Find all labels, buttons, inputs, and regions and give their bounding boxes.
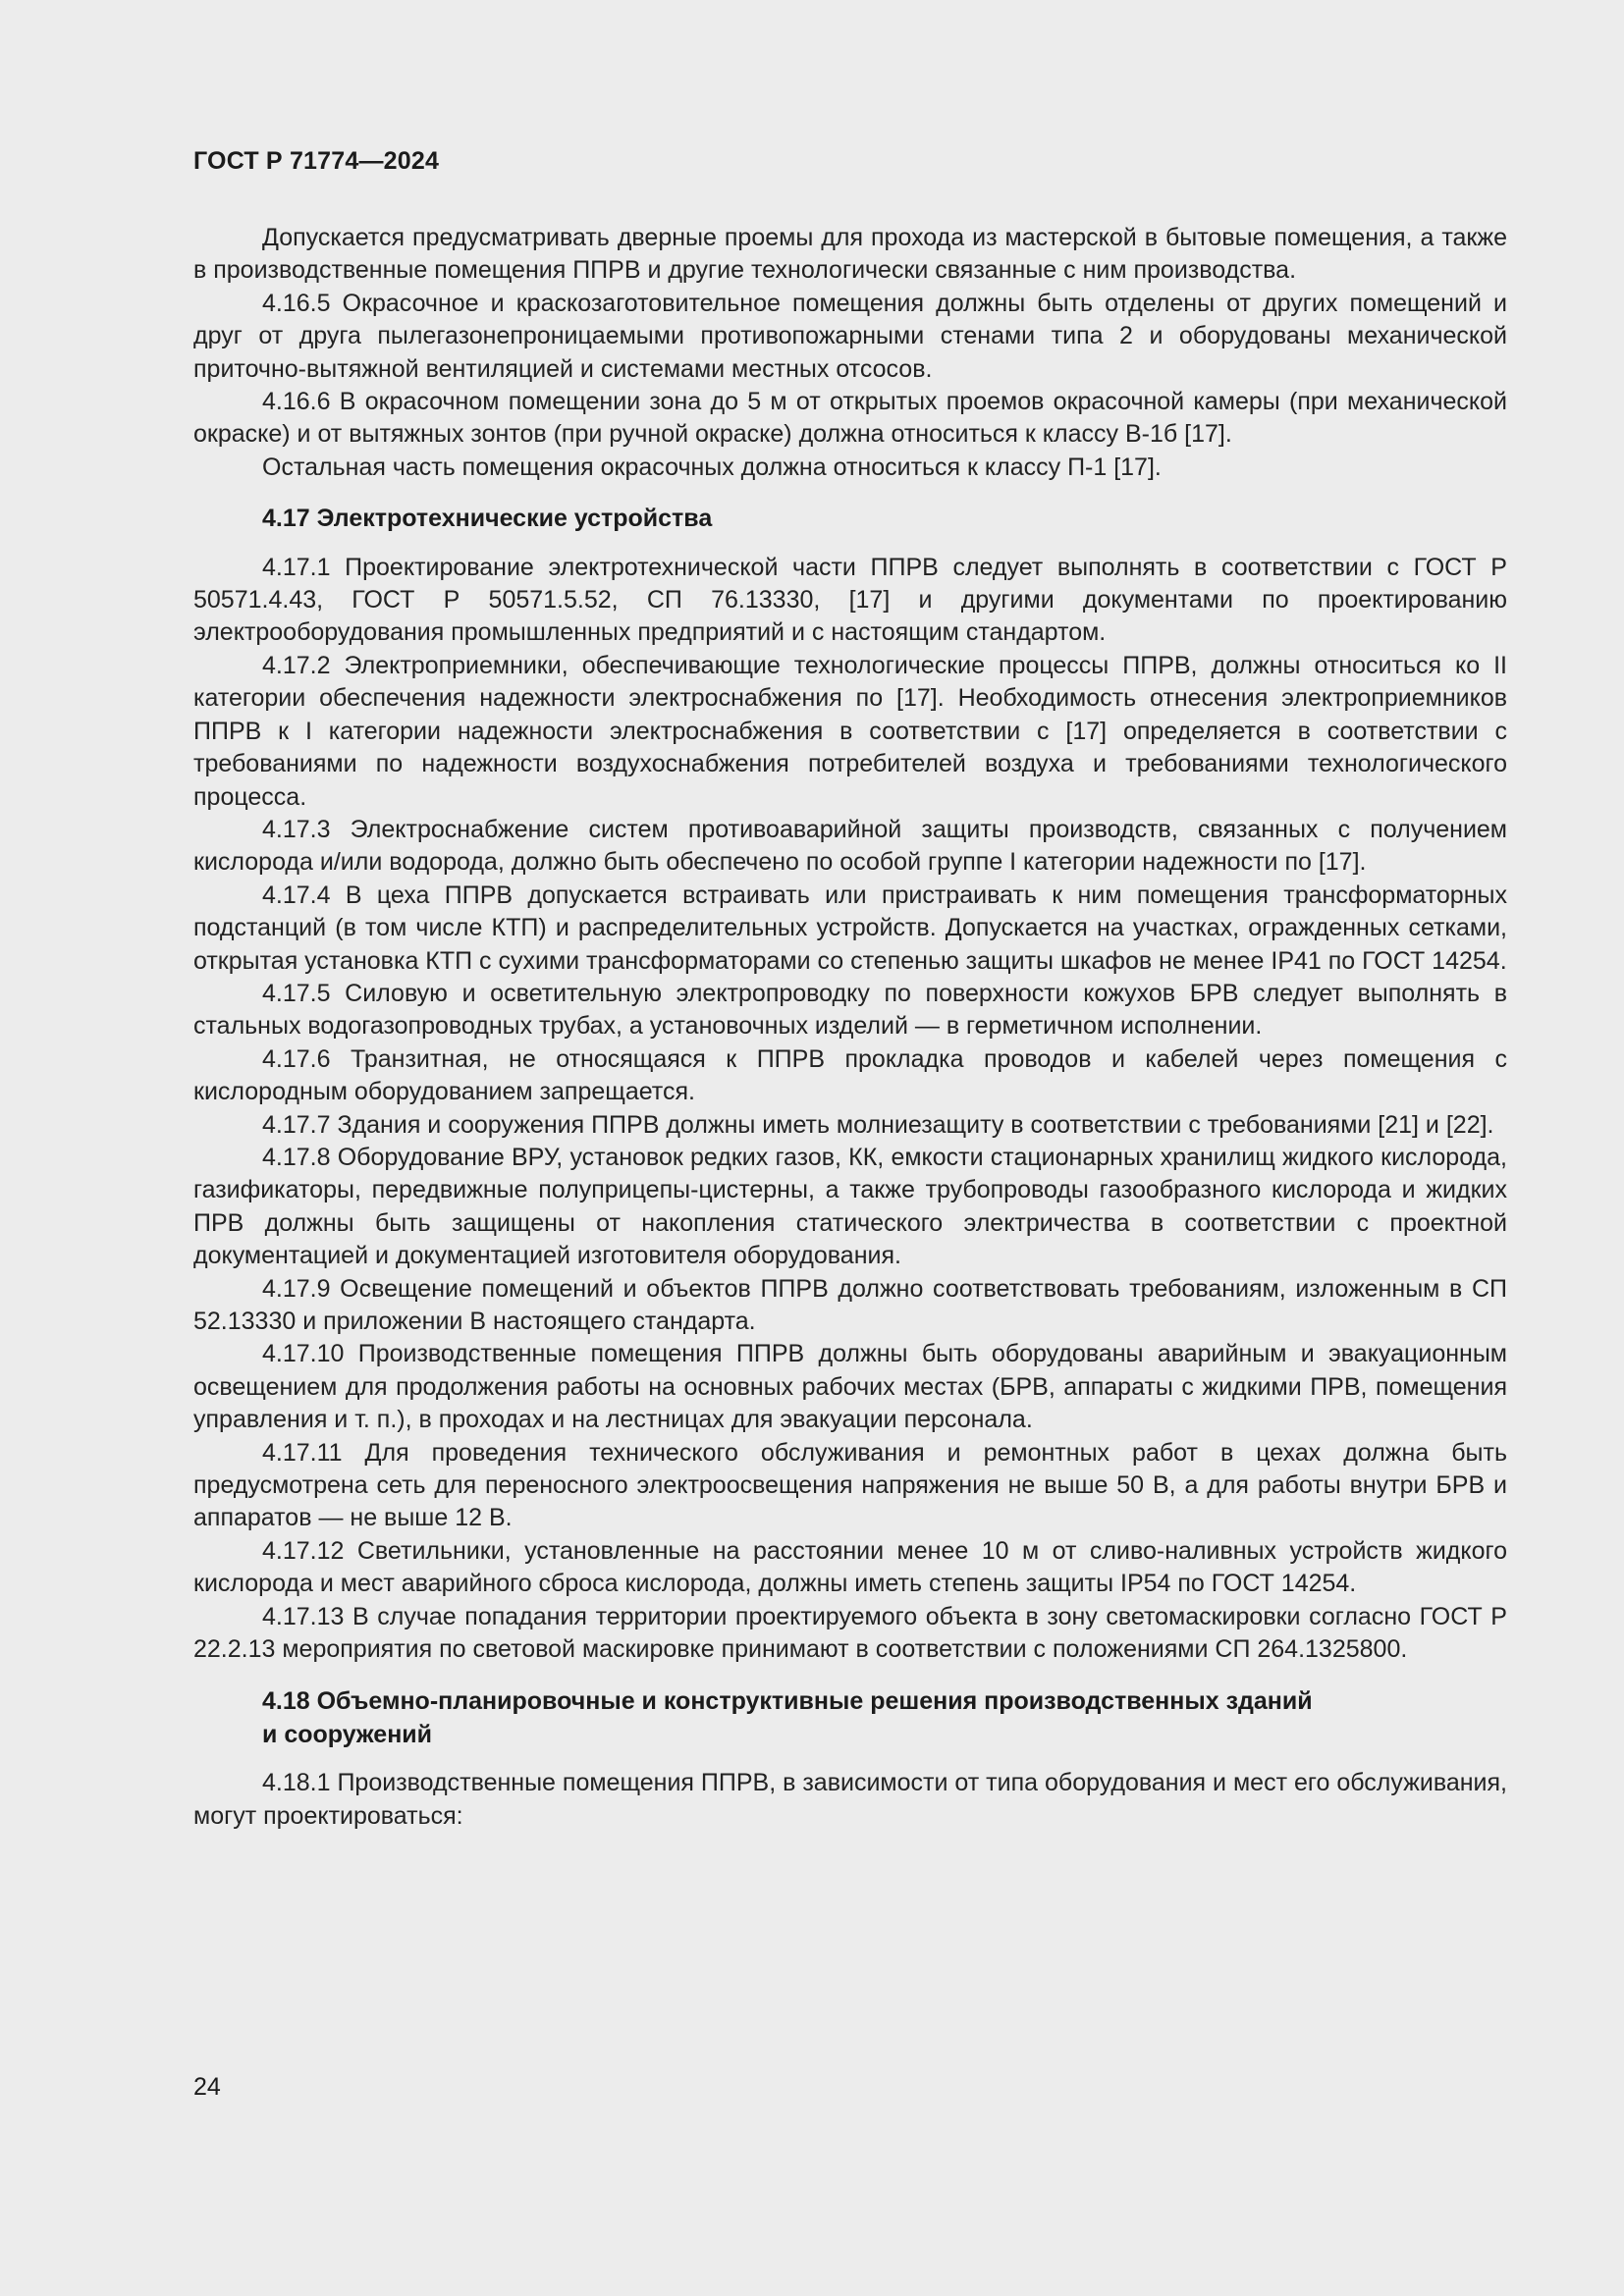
- paragraph-4-17-13: 4.17.13 В случае попадания территории проектируемого объекта в зону светомаскировки согласно ГОСТ Р 22.2.13 мероприятия по световой маскировке принимают в соответствии с положениями СП 264.1325800.: [193, 1602, 1507, 1664]
- paragraph-4-17-12: 4.17.12 Светильники, установленные на расстоянии менее 10 м от сливо-наливных устройств жидкого кислорода и мест аварийного сброса кислорода, должны иметь степень защиты IP54 по ГОСТ 14254.: [193, 1536, 1507, 1598]
- paragraph-4-17-1: 4.17.1 Проектирование электротехнической части ППРВ следует выполнять в соответствии с ГОСТ Р 50571.4.43, ГОСТ Р 50571.5.52, СП 76.13330, [17] и другими документами по проектированию электрооборудования промышленных предприятий и с настоящим стандартом.: [193, 553, 1507, 647]
- paragraph-4-17-4: 4.17.4 В цеха ППРВ допускается встраивать или пристраивать к ним помещения трансформаторных подстанций (в том числе КТП) и распределительных устройств. Допускается на участках, огражденных сетками, открытая установка КТП с сухими трансформаторами со степенью защиты шкафов не менее IP41 по ГОСТ 14254.: [193, 881, 1507, 975]
- paragraph-4-17-3: 4.17.3 Электроснабжение систем противоаварийной защиты производств, связанных с получением кислорода и/или водорода, должно быть обеспечено по особой группе I категории надежности по [17].: [193, 815, 1507, 877]
- paragraph-4-17-6: 4.17.6 Транзитная, не относящаяся к ППРВ прокладка проводов и кабелей через помещения с кислородным оборудованием запрещается.: [193, 1044, 1507, 1106]
- paragraph-4-17-5: 4.17.5 Силовую и осветительную электропроводку по поверхности кожухов БРВ следует выполнять в стальных водогазопроводных трубах, а установочных изделий — в герметичном исполнении.: [193, 979, 1507, 1041]
- section-heading-4-18-line1: 4.18 Объемно-планировочные и конструктивные решения производственных зданий: [262, 1687, 1313, 1716]
- page-number: 24: [193, 2073, 221, 2101]
- paragraph-4-17-10: 4.17.10 Производственные помещения ППРВ должны быть оборудованы аварийным и эвакуационным освещением для продолжения работы на основных рабочих местах (БРВ, аппараты с жидкими ПРВ, помещения управления и т. п.), в проходах и на лестницах для эвакуации персонала.: [193, 1340, 1507, 1434]
- paragraph-4-17-2: 4.17.2 Электроприемники, обеспечивающие технологические процессы ППРВ, должны относиться ко II категории обеспечения надежности электроснабжения по [17]. Необходимость отнесения электроприемников ППРВ к I категории надежности электроснабжения в соответствии с [17] определяется в соответствии с требованиями по надежности воздухоснабжения потребителей воздуха и требованиями технологического процесса.: [193, 651, 1507, 811]
- paragraph-4-18-1: 4.18.1 Производственные помещения ППРВ, в зависимости от типа оборудования и мест его обслуживания, могут проектироваться:: [193, 1769, 1507, 1830]
- section-heading-4-17: 4.17 Электротехнические устройства: [262, 505, 713, 533]
- document-body: [193, 222, 1507, 1833]
- paragraph-intro: Допускается предусматривать дверные проемы для прохода из мастерской в бытовые помещения, а также в производственные помещения ППРВ и другие технологически связанные с ним производства.: [193, 224, 1507, 285]
- paragraph-4-17-7: 4.17.7 Здания и сооружения ППРВ должны иметь молниезащиту в соответствии с требованиями [21] и [22].: [262, 1110, 1494, 1139]
- paragraph-4-17-8: 4.17.8 Оборудование ВРУ, установок редких газов, КК, емкости стационарных хранилищ жидкого кислорода, газификаторы, передвижные полуприцепы-цистерны, а также трубопроводы газообразного кислорода и жидких ПРВ должны быть защищены от накопления статического электричества в соответствии с проектной документацией и документацией изготовителя оборудования.: [193, 1143, 1507, 1270]
- paragraph-4-16-6-continued: Остальная часть помещения окрасочных должна относиться к классу П-1 [17].: [262, 453, 1162, 481]
- section-heading-4-18-line2: и сооружений: [262, 1720, 433, 1748]
- section-heading-4-18: [193, 1685, 1507, 1751]
- paragraph-4-17-9: 4.17.9 Освещение помещений и объектов ППРВ должно соответствовать требованиям, изложенным в СП 52.13330 и приложении В настоящего стандарта.: [193, 1274, 1507, 1335]
- paragraph-4-16-5: 4.16.5 Окрасочное и краскозаготовительное помещения должны быть отделены от других помещений и друг от друга пылегазонепроницаемыми противопожарными стенами типа 2 и оборудованы механической приточно-вытяжной вентиляцией и системами местных отсосов.: [193, 289, 1507, 383]
- paragraph-4-17-11: 4.17.11 Для проведения технического обслуживания и ремонтных работ в цехах должна быть предусмотрена сеть для переносного электроосвещения напряжения не выше 50 В, а для работы внутри БРВ и аппаратов — не выше 12 В.: [193, 1438, 1507, 1532]
- paragraph-4-16-6: 4.16.6 В окрасочном помещении зона до 5 м от открытых проемов окрасочной камеры (при механической окраске) и от вытяжных зонтов (при ручной окраске) должна относиться к классу В-1б [17].: [193, 388, 1507, 449]
- document-header: ГОСТ Р 71774—2024: [193, 147, 440, 175]
